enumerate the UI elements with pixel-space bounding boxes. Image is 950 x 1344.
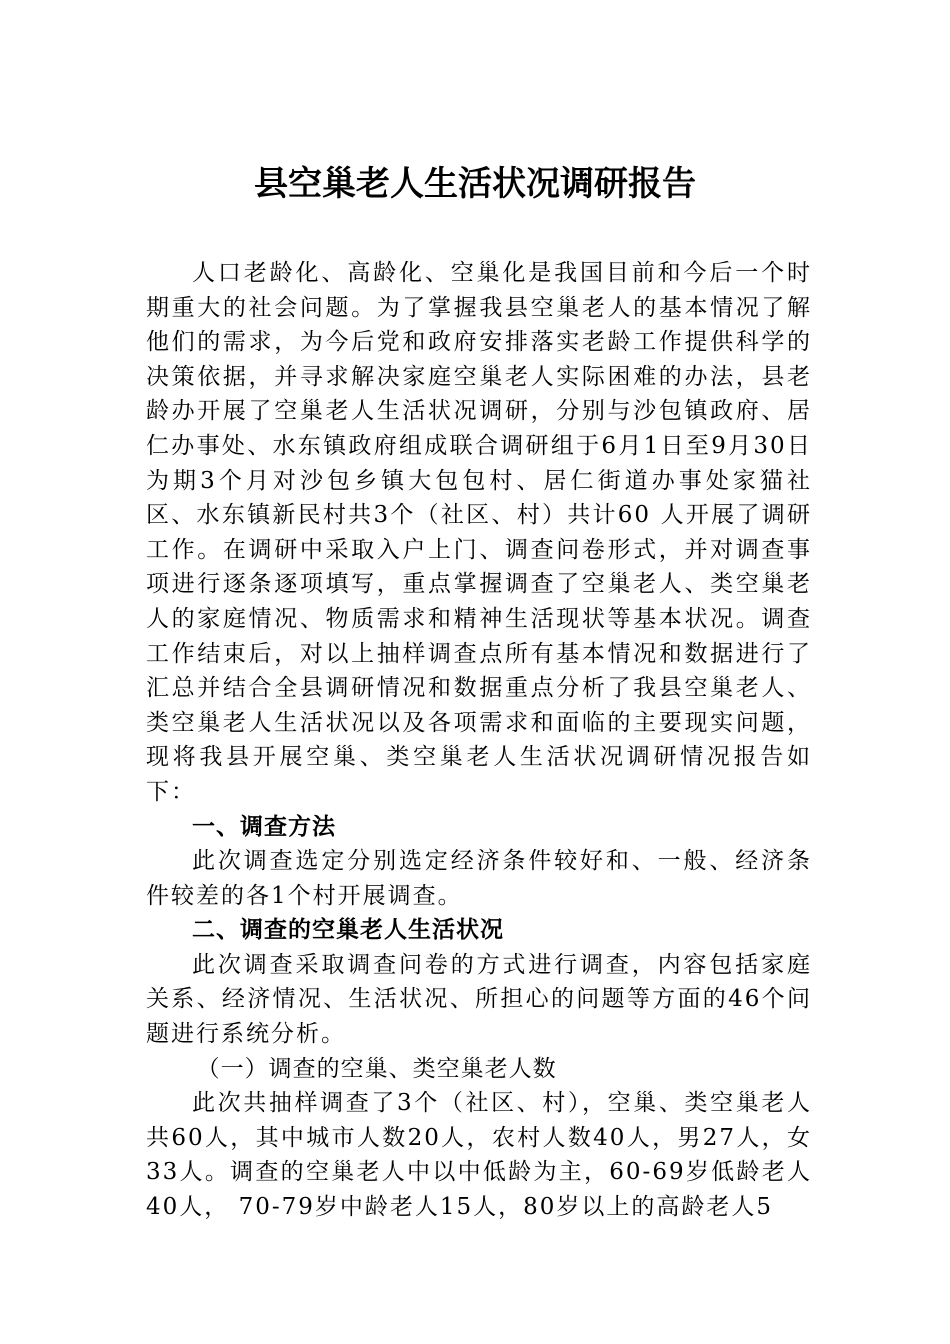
- methods-paragraph: 此次调查选定分别选定经济条件较好和、一般、经济条件较差的各1个村开展调查。: [146, 848, 812, 909]
- subsection-heading-count: （一）调查的空巢、类空巢老人数: [196, 1055, 557, 1082]
- section-heading-methods: 一、调查方法: [192, 813, 336, 840]
- document-title: 县空巢老人生活状况调研报告: [254, 164, 696, 204]
- living-status-paragraph: 此次调查采取调查问卷的方式进行调查，内容包括家庭关系、经济情况、生活状况、所担心的问题等方面的46个问题进行系统分析。: [146, 951, 812, 1048]
- intro-paragraph: 人口老龄化、高龄化、空巢化是我国目前和今后一个时期重大的社会问题。为了掌握我县空巢老人的基本情况了解他们的需求，为今后党和政府安排落实老龄工作提供科学的决策依据，并寻求解决家庭空巢老人实际困难的办法，县老龄办开展了空巢老人生活状况调研，分别与沙包镇政府、居仁办事处、水东镇政府组成联合调研组于6月1日至9月30日为期3个月对沙包乡镇大包包村、居仁街道办事处家猫社区、水东镇新民村共3个（社区、村）共计60 人开展了调研工作。在调研中采取入户上门、调查问卷形式，并对调查事项进行逐条逐项填写，重点掌握调查了空巢老人、类空巢老人的家庭情况、物质需求和精神生活现状等基本状况。调查工作结束后，对以上抽样调查点所有基本情况和数据进行了汇总并结合全县调研情况和数据重点分析了我县空巢老人、类空巢老人生活状况以及各项需求和面临的主要现实问题，现将我县开展空巢、类空巢老人生活状况调研情况报告如下：: [146, 260, 812, 805]
- document-body: [146, 256, 812, 1225]
- count-paragraph: 此次共抽样调查了3个（社区、村），空巢、类空巢老人共60人，其中城市人数20人，农村人数40人，男27人，女33人。调查的空巢老人中以中低龄为主，60-69岁低龄老人40人， 70-79岁中龄老人15人，80岁以上的高龄老人5: [146, 1090, 812, 1221]
- section-heading-living-status: 二、调查的空巢老人生活状况: [192, 917, 504, 944]
